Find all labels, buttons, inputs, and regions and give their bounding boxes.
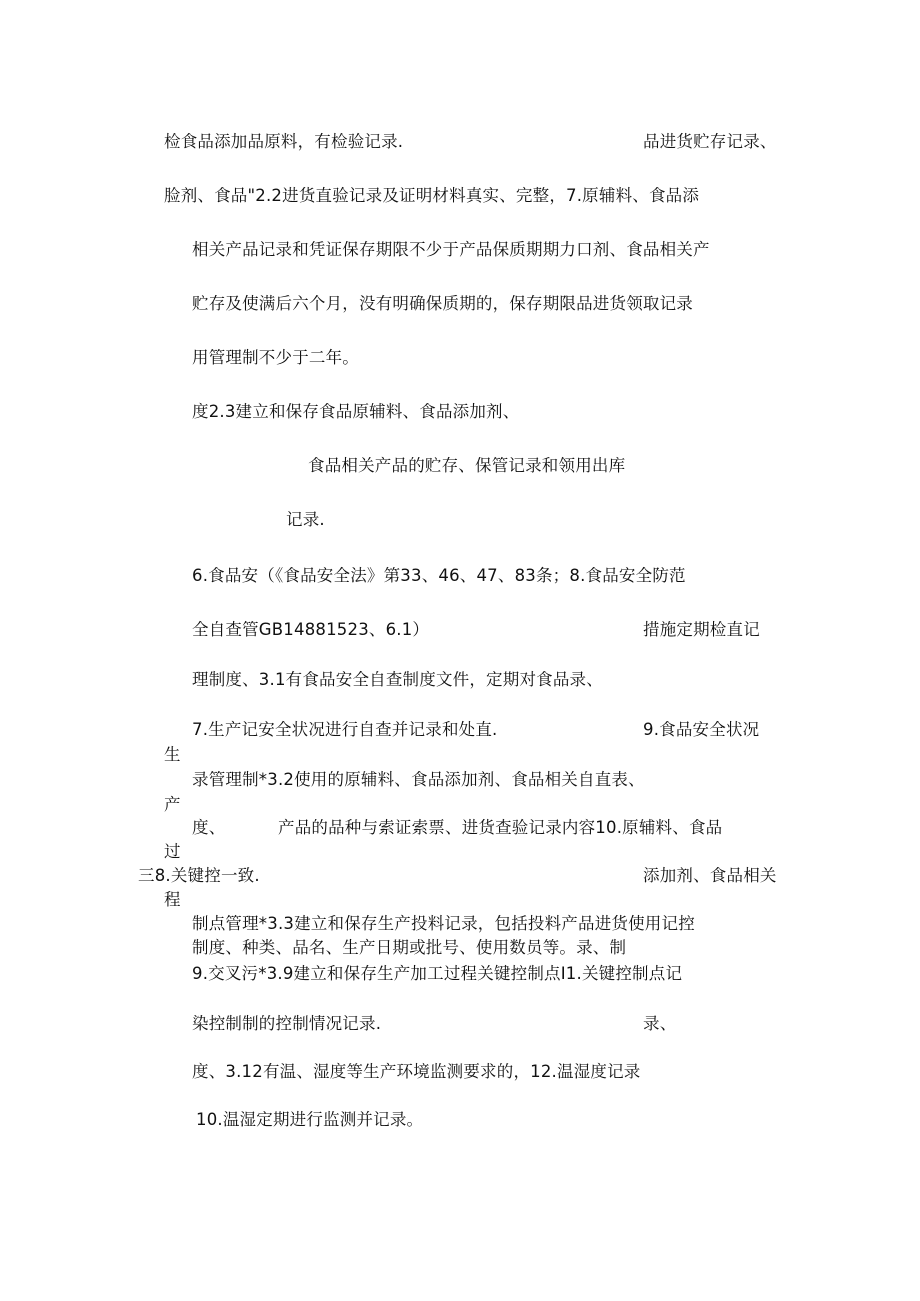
text-line: 食品相关产品的贮存、保管记录和领用出库 [308,456,626,475]
text-line: 生 [164,745,181,764]
text-line: 染控制制的控制情况记录. [192,1014,382,1033]
text-line: 程 [164,890,181,909]
text-line: 录管理制*3.2使用的原辅料、食品添加剂、食品相关自直表、 [192,770,645,789]
text-line: 记录. [286,510,325,529]
text-line: 录、 [643,1014,677,1033]
text-line: 用管理制不少于二年。 [192,348,359,367]
text-line: 理制度、3.1有食品安全自查制度文件，定期对食品录、 [192,670,603,689]
text-line: 9.交叉污*3.9建立和保存生产加工过程关键控制点I1.关键控制点记 [192,964,683,983]
text-line: 添加剂、食品相关 [643,866,777,885]
text-line: 7.生产记安全状况进行自查并记录和处直. [192,720,498,739]
text-line: 检食品添加品原料，有检验记录. [164,132,404,151]
text-line: 产 [164,795,181,814]
text-line: 全自查管GB14881523、6.1） [192,620,430,639]
text-line: 贮存及使满后六个月，没有明确保质期的，保存期限品进货领取记录 [192,294,693,313]
text-line: 措施定期检直记 [643,620,760,639]
text-line: 三8.关键控一致. [138,866,260,885]
text-line: 度2.3建立和保存食品原辅料、食品添加剂、 [192,402,520,421]
text-line: 脸剂、食品"2.2进货直验记录及证明材料真实、完整，7.原辅料、食品添 [164,186,700,205]
text-line: 制点管理*3.3建立和保存生产投料记录，包括投料产品进货使用记控 [192,914,695,933]
text-line: 度、 [192,818,226,837]
text-line: 相关产品记录和凭证保存期限不少于产品保质期期力口剂、食品相关产 [192,240,710,259]
text-line: 过 [164,842,181,861]
text-line: 制度、种类、品名、生产日期或批号、使用数员等。录、制 [192,938,627,957]
text-line: 6.食品安（《食品安全法》第33、46、47、83条；8.食品安全防范 [192,566,686,585]
text-line: 9.食品安全状况 [643,720,760,739]
text-line: 10.温湿定期进行监测并记录。 [196,1110,424,1129]
text-line: 品进货贮存记录、 [643,132,777,151]
text-line: 产品的品种与索证索票、进货查验记录内容10.原辅料、食品 [278,818,723,837]
text-line: 度、3.12有温、湿度等生产环境监测要求的，12.温湿度记录 [192,1062,641,1081]
